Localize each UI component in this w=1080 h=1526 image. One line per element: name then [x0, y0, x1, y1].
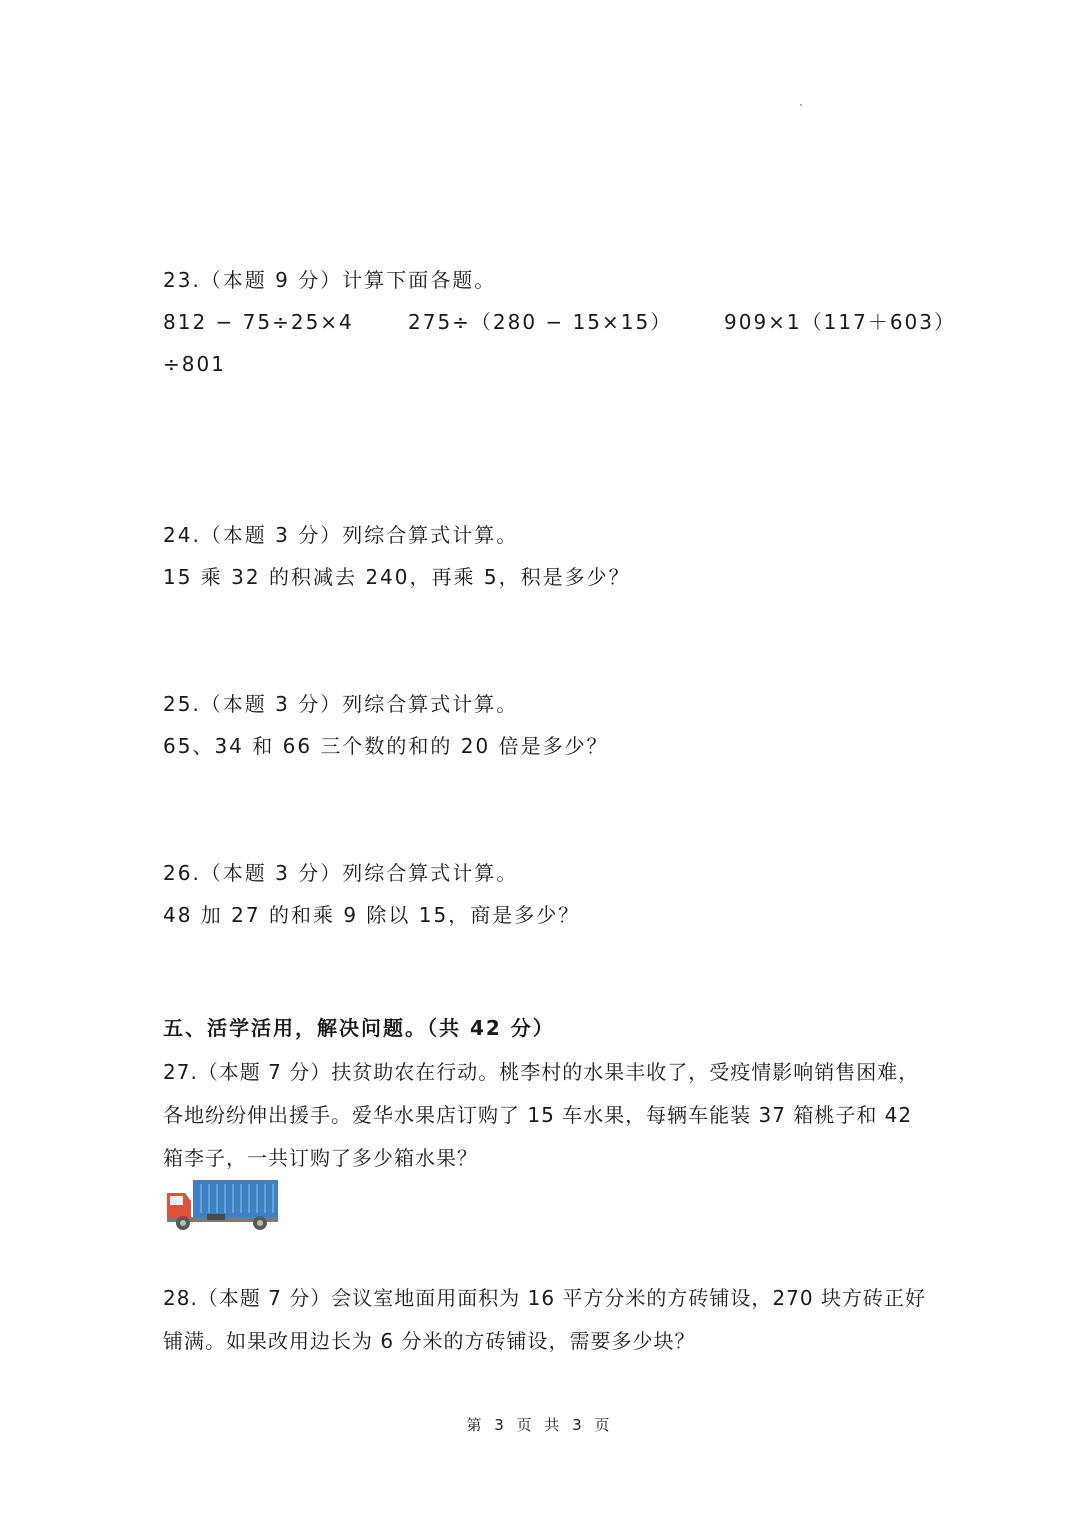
q27-line-3: 箱李子，一共订购了多少箱水果？	[163, 1146, 478, 1170]
q27-line-1: 27.（本题 7 分）扶贫助农在行动。桃李村的水果丰收了，受疫情影响销售困难，	[163, 1060, 920, 1084]
q25-heading: 25.（本题 3 分）列综合算式计算。	[163, 692, 519, 716]
q23-heading: 23.（本题 9 分）计算下面各题。	[163, 268, 497, 292]
q27-line-2: 各地纷纷伸出援手。爱华水果店订购了 15 车水果，每辆车能装 37 箱桃子和 42	[163, 1103, 913, 1127]
q23-expression-1: 812 − 75÷25×4	[163, 310, 354, 334]
q26-heading: 26.（本题 3 分）列综合算式计算。	[163, 861, 519, 885]
q28-line-1: 28.（本题 7 分）会议室地面用面积为 16 平方分米的方砖铺设，270 块方砖正好	[163, 1286, 926, 1310]
q24-heading: 24.（本题 3 分）列综合算式计算。	[163, 523, 519, 547]
section-5-title: 五、活学活用，解决问题。（共 42 分）	[163, 1016, 555, 1040]
q26-body: 48 加 27 的和乘 9 除以 15，商是多少？	[163, 903, 581, 927]
page-footer: 第 3 页 共 3 页	[466, 1416, 614, 1434]
stray-mark	[800, 104, 802, 106]
q23-expression-2: 275÷（280 − 15×15）	[408, 310, 673, 334]
q23-expression-3: 909×1（117＋603）	[724, 310, 957, 334]
q25-body: 65、34 和 66 三个数的和的 20 倍是多少？	[163, 734, 609, 758]
q24-body: 15 乘 32 的积减去 240，再乘 5，积是多少？	[163, 565, 631, 589]
truck-icon	[165, 1179, 279, 1231]
q28-line-2: 铺满。如果改用边长为 6 分米的方砖铺设，需要多少块？	[163, 1329, 696, 1353]
q23-expression-3-continued: ÷801	[163, 352, 226, 376]
